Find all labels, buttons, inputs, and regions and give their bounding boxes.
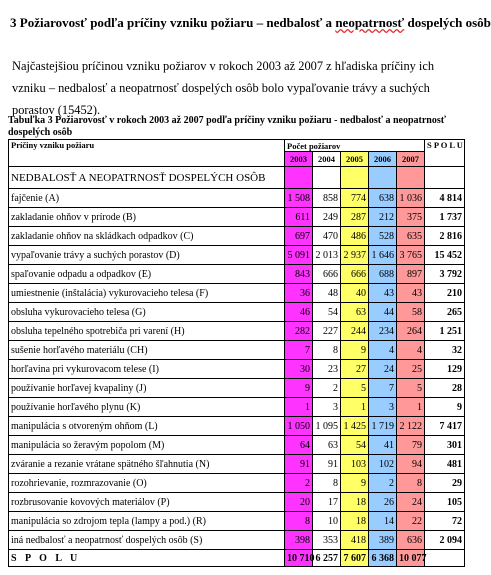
value-cell: 2 bbox=[285, 474, 313, 493]
value-cell: 18 bbox=[341, 512, 369, 531]
table-row bbox=[9, 417, 465, 436]
value-cell: 26 bbox=[369, 493, 397, 512]
total-cell: 29 bbox=[425, 474, 465, 493]
value-cell: 5 bbox=[341, 379, 369, 398]
total-cell: 15 452 bbox=[425, 246, 465, 265]
value-cell: 43 bbox=[369, 284, 397, 303]
value-cell: 8 bbox=[285, 512, 313, 531]
value-cell: 25 bbox=[397, 360, 425, 379]
cause-cell: umiestnenie (inštalácia) vykurovacieho telesa (F) bbox=[9, 284, 285, 303]
value-cell: 353 bbox=[313, 531, 341, 550]
total-cell: 481 bbox=[425, 455, 465, 474]
year-2004: 2004 bbox=[313, 152, 341, 167]
cause-cell: zakladanie ohňov v prírode (B) bbox=[9, 208, 285, 227]
table-row bbox=[9, 189, 465, 208]
table-row bbox=[9, 227, 465, 246]
value-cell: 843 bbox=[285, 265, 313, 284]
value-cell: 697 bbox=[285, 227, 313, 246]
value-cell: 5 bbox=[397, 379, 425, 398]
value-cell: 8 bbox=[313, 341, 341, 360]
empty-cell bbox=[313, 167, 341, 189]
value-cell: 64 bbox=[285, 436, 313, 455]
table-row bbox=[9, 512, 465, 531]
value-cell: 2 937 bbox=[341, 246, 369, 265]
table-row bbox=[9, 379, 465, 398]
total-cell: 265 bbox=[425, 303, 465, 322]
cause-cell: používanie horľavého plynu (K) bbox=[9, 398, 285, 417]
value-cell: 91 bbox=[313, 455, 341, 474]
total-cell: 2 094 bbox=[425, 531, 465, 550]
table-row bbox=[9, 474, 465, 493]
cause-cell: manipulácia so žeravým popolom (M) bbox=[9, 436, 285, 455]
value-cell: 44 bbox=[369, 303, 397, 322]
section-heading bbox=[10, 15, 491, 31]
value-cell: 418 bbox=[341, 531, 369, 550]
value-cell: 2 bbox=[313, 379, 341, 398]
cause-cell: fajčenie (A) bbox=[9, 189, 285, 208]
value-cell: 48 bbox=[313, 284, 341, 303]
value-cell: 287 bbox=[341, 208, 369, 227]
value-cell: 10 bbox=[313, 512, 341, 531]
sum-row bbox=[9, 550, 465, 567]
value-cell: 20 bbox=[285, 493, 313, 512]
value-cell: 18 bbox=[341, 493, 369, 512]
sum-value-cell: 10 710 bbox=[285, 550, 313, 567]
value-cell: 389 bbox=[369, 531, 397, 550]
table-row bbox=[9, 284, 465, 303]
value-cell: 63 bbox=[341, 303, 369, 322]
value-cell: 102 bbox=[369, 455, 397, 474]
value-cell: 40 bbox=[341, 284, 369, 303]
value-cell: 375 bbox=[397, 208, 425, 227]
value-cell: 1 bbox=[285, 398, 313, 417]
value-cell: 858 bbox=[313, 189, 341, 208]
value-cell: 688 bbox=[369, 265, 397, 284]
value-cell: 249 bbox=[313, 208, 341, 227]
value-cell: 227 bbox=[313, 322, 341, 341]
value-cell: 1 425 bbox=[341, 417, 369, 436]
total-cell: 3 792 bbox=[425, 265, 465, 284]
value-cell: 1 646 bbox=[369, 246, 397, 265]
value-cell: 2 013 bbox=[313, 246, 341, 265]
value-cell: 244 bbox=[341, 322, 369, 341]
cause-cell: vypaľovanie trávy a suchých porastov (D) bbox=[9, 246, 285, 265]
header-count: Počet požiarov bbox=[285, 140, 425, 152]
value-cell: 264 bbox=[397, 322, 425, 341]
value-cell: 24 bbox=[397, 493, 425, 512]
table-row bbox=[9, 322, 465, 341]
table-row bbox=[9, 455, 465, 474]
cause-cell: horľavina pri vykurovacom telese (I) bbox=[9, 360, 285, 379]
sum-value-cell: 10 077 bbox=[397, 550, 425, 567]
value-cell: 58 bbox=[397, 303, 425, 322]
total-cell: 210 bbox=[425, 284, 465, 303]
cause-cell: manipulácia so zdrojom tepla (lampy a pod.) (R) bbox=[9, 512, 285, 531]
value-cell: 2 bbox=[369, 474, 397, 493]
value-cell: 9 bbox=[341, 474, 369, 493]
total-cell: 7 417 bbox=[425, 417, 465, 436]
cause-cell: manipulácia s otvoreným ohňom (L) bbox=[9, 417, 285, 436]
section-title-row bbox=[9, 167, 465, 189]
value-cell: 54 bbox=[313, 303, 341, 322]
table-row bbox=[9, 265, 465, 284]
total-cell: 105 bbox=[425, 493, 465, 512]
value-cell: 8 bbox=[397, 474, 425, 493]
year-2006: 2006 bbox=[369, 152, 397, 167]
value-cell: 1 719 bbox=[369, 417, 397, 436]
total-cell: 2 816 bbox=[425, 227, 465, 246]
value-cell: 897 bbox=[397, 265, 425, 284]
heading-prefix: 3 Požiarovosť podľa príčiny vzniku požiaru – nedbalosť a bbox=[10, 15, 336, 30]
value-cell: 36 bbox=[285, 284, 313, 303]
value-cell: 7 bbox=[369, 379, 397, 398]
empty-cell bbox=[425, 167, 465, 189]
cause-cell: zakladanie ohňov na skládkach odpadkov (C) bbox=[9, 227, 285, 246]
value-cell: 103 bbox=[341, 455, 369, 474]
value-cell: 638 bbox=[369, 189, 397, 208]
header-cause: Príčiny vzniku požiaru bbox=[9, 140, 285, 167]
empty-cell bbox=[341, 167, 369, 189]
value-cell: 91 bbox=[285, 455, 313, 474]
cause-cell: zváranie a rezanie vrátane spätného šľahnutia (N) bbox=[9, 455, 285, 474]
cause-cell: sušenie horľavého materiálu (CH) bbox=[9, 341, 285, 360]
total-cell: 32 bbox=[425, 341, 465, 360]
table-row bbox=[9, 246, 465, 265]
value-cell: 1 bbox=[397, 398, 425, 417]
value-cell: 528 bbox=[369, 227, 397, 246]
value-cell: 79 bbox=[397, 436, 425, 455]
value-cell: 774 bbox=[341, 189, 369, 208]
value-cell: 4 bbox=[397, 341, 425, 360]
value-cell: 54 bbox=[341, 436, 369, 455]
empty-cell bbox=[285, 167, 313, 189]
table-row bbox=[9, 303, 465, 322]
heading-suffix: dospelých osôb bbox=[404, 15, 491, 30]
cause-cell: iná nedbalosť a neopatrnosť dospelých osôb (S) bbox=[9, 531, 285, 550]
total-cell: 1 251 bbox=[425, 322, 465, 341]
header-row-1 bbox=[9, 140, 465, 152]
value-cell: 2 122 bbox=[397, 417, 425, 436]
sum-label: S P O L U bbox=[9, 550, 285, 567]
heading-underlined-word: neopatrnosť bbox=[335, 15, 405, 30]
year-2005: 2005 bbox=[341, 152, 369, 167]
empty-cell bbox=[369, 167, 397, 189]
value-cell: 46 bbox=[285, 303, 313, 322]
total-cell: 4 814 bbox=[425, 189, 465, 208]
value-cell: 635 bbox=[397, 227, 425, 246]
total-cell: 129 bbox=[425, 360, 465, 379]
total-cell: 72 bbox=[425, 512, 465, 531]
value-cell: 24 bbox=[369, 360, 397, 379]
value-cell: 8 bbox=[313, 474, 341, 493]
table-row bbox=[9, 208, 465, 227]
value-cell: 234 bbox=[369, 322, 397, 341]
value-cell: 3 bbox=[313, 398, 341, 417]
value-cell: 22 bbox=[397, 512, 425, 531]
value-cell: 27 bbox=[341, 360, 369, 379]
value-cell: 5 091 bbox=[285, 246, 313, 265]
value-cell: 30 bbox=[285, 360, 313, 379]
value-cell: 1 508 bbox=[285, 189, 313, 208]
value-cell: 398 bbox=[285, 531, 313, 550]
year-2003: 2003 bbox=[285, 152, 313, 167]
total-cell: 1 737 bbox=[425, 208, 465, 227]
sum-value-cell: 6 257 bbox=[313, 550, 341, 567]
value-cell: 212 bbox=[369, 208, 397, 227]
sum-total-cell bbox=[425, 550, 465, 567]
year-2007: 2007 bbox=[397, 152, 425, 167]
table-row bbox=[9, 398, 465, 417]
value-cell: 9 bbox=[285, 379, 313, 398]
value-cell: 7 bbox=[285, 341, 313, 360]
total-cell: 301 bbox=[425, 436, 465, 455]
value-cell: 41 bbox=[369, 436, 397, 455]
value-cell: 636 bbox=[397, 531, 425, 550]
value-cell: 14 bbox=[369, 512, 397, 531]
sum-value-cell: 7 607 bbox=[341, 550, 369, 567]
value-cell: 470 bbox=[313, 227, 341, 246]
value-cell: 666 bbox=[341, 265, 369, 284]
intro-paragraph: Najčastejšiou príčinou vzniku požiarov v rokoch 2003 až 2007 z hľadiska príčiny ich vzniku – nedbalosť a neopatrnosť dospelých osôb bolo vypaľovanie trávy a suchých porastov (15452). bbox=[12, 59, 435, 117]
value-cell: 94 bbox=[397, 455, 425, 474]
value-cell: 17 bbox=[313, 493, 341, 512]
total-cell: 28 bbox=[425, 379, 465, 398]
value-cell: 43 bbox=[397, 284, 425, 303]
value-cell: 9 bbox=[341, 341, 369, 360]
cause-cell: spaľovanie odpadu a odpadkov (E) bbox=[9, 265, 285, 284]
cause-cell: obsluha vykurovacieho telesa (G) bbox=[9, 303, 285, 322]
value-cell: 63 bbox=[313, 436, 341, 455]
value-cell: 1 095 bbox=[313, 417, 341, 436]
value-cell: 1 bbox=[341, 398, 369, 417]
cause-cell: rozbrusovanie kovových materiálov (P) bbox=[9, 493, 285, 512]
table-row bbox=[9, 436, 465, 455]
cause-cell: používanie horľavej kvapaliny (J) bbox=[9, 379, 285, 398]
value-cell: 23 bbox=[313, 360, 341, 379]
value-cell: 282 bbox=[285, 322, 313, 341]
value-cell: 666 bbox=[313, 265, 341, 284]
empty-cell bbox=[397, 167, 425, 189]
value-cell: 1 050 bbox=[285, 417, 313, 436]
value-cell: 1 036 bbox=[397, 189, 425, 208]
table-row bbox=[9, 360, 465, 379]
value-cell: 4 bbox=[369, 341, 397, 360]
cause-cell: rozohrievanie, rozmrazovanie (O) bbox=[9, 474, 285, 493]
value-cell: 3 bbox=[369, 398, 397, 417]
cause-cell: obsluha tepelného spotrebiča pri varení (H) bbox=[9, 322, 285, 341]
table-caption: Tabuľka 3 Požiarovosť v rokoch 2003 až 2007 podľa príčiny vzniku požiaru - nedbalosť a neopatrnosť dospelých osôb bbox=[8, 115, 446, 138]
value-cell: 3 765 bbox=[397, 246, 425, 265]
sum-value-cell: 6 368 bbox=[369, 550, 397, 567]
fire-causes-table bbox=[8, 139, 465, 567]
table-row bbox=[9, 493, 465, 512]
total-cell: 9 bbox=[425, 398, 465, 417]
table-row bbox=[9, 531, 465, 550]
section-title: NEDBALOSŤ A NEOPATRNOSŤ DOSPELÝCH OSÔB bbox=[9, 167, 285, 189]
value-cell: 486 bbox=[341, 227, 369, 246]
header-total: S P O L U bbox=[425, 140, 465, 167]
table-row bbox=[9, 341, 465, 360]
value-cell: 611 bbox=[285, 208, 313, 227]
